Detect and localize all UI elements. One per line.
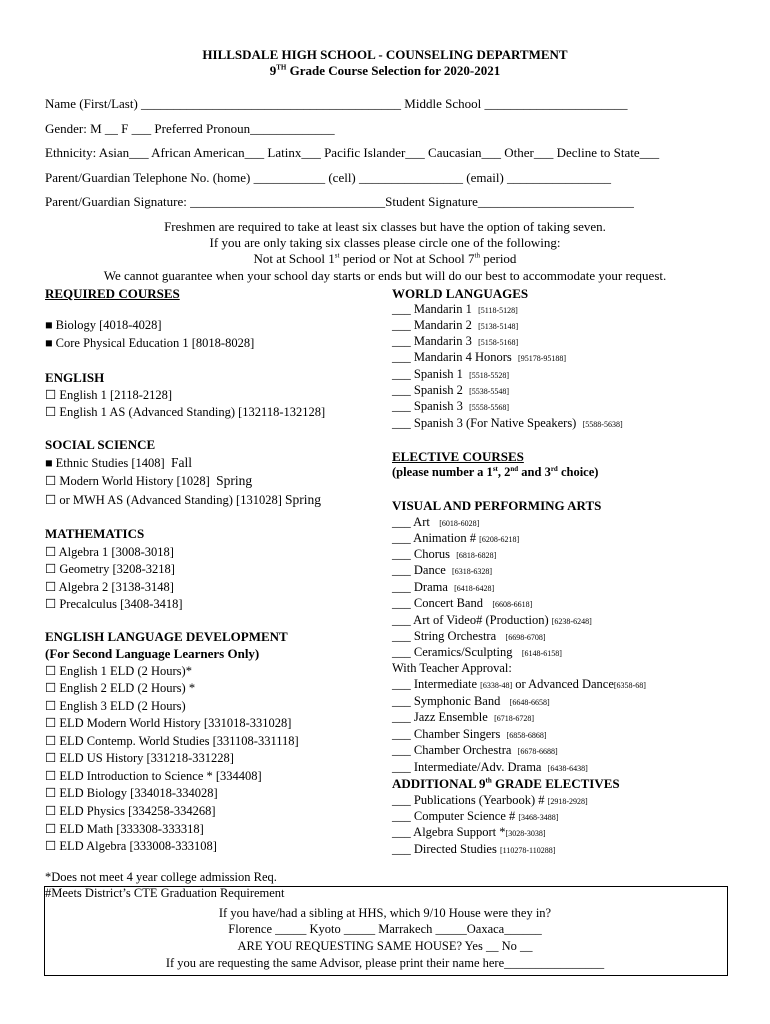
sup-th: th: [474, 251, 480, 260]
vapa-approval-code: [6678-6688]: [517, 747, 558, 756]
additional-item[interactable]: [392, 793, 588, 808]
vapa-name[interactable]: ___ Art of Video# (Production): [392, 613, 549, 627]
additional-item[interactable]: [392, 825, 546, 840]
world-item[interactable]: [392, 399, 509, 414]
world-code: [5158-5168]: [478, 338, 519, 347]
vapa-item[interactable]: [392, 515, 479, 530]
elective-sub-b: , 2: [497, 465, 511, 479]
world-name[interactable]: ___ Mandarin 2: [392, 318, 472, 332]
english-heading: ENGLISH: [45, 370, 105, 385]
vapa-code: [6608-6618]: [492, 600, 533, 609]
world-name[interactable]: ___ Mandarin 1: [392, 302, 472, 316]
english-item-1[interactable]: ☐ English 1 [2118-2128]: [45, 388, 173, 402]
vapa-name[interactable]: ___ Concert Band: [392, 596, 483, 610]
required-item-biology: ■ Biology [4018-4028]: [45, 318, 162, 332]
social-ethnic-label: ■ Ethnic Studies [1408]: [45, 456, 165, 470]
eld-item[interactable]: ☐ ELD Contemp. World Studies [331108-331118]: [45, 734, 299, 748]
social-mwh-as-label[interactable]: ☐ or MWH AS (Advanced Standing) [131028]: [45, 493, 282, 507]
eld-item[interactable]: ☐ English 3 ELD (2 Hours): [45, 699, 186, 713]
intro-line-3[interactable]: [0, 251, 770, 267]
vapa-item[interactable]: [392, 629, 546, 644]
world-code: [95178-95188]: [518, 354, 567, 363]
vapa-name[interactable]: ___ String Orchestra: [392, 629, 497, 643]
eld-heading: ENGLISH LANGUAGE DEVELOPMENT: [45, 629, 288, 644]
world-item[interactable]: [392, 302, 518, 317]
additional-item[interactable]: [392, 809, 558, 824]
world-item[interactable]: [392, 318, 518, 333]
additional-heading: [392, 776, 620, 792]
vapa-approval-code: [6338-48]: [480, 681, 513, 690]
world-name[interactable]: ___ Mandarin 4 Honors: [392, 350, 512, 364]
vapa-item[interactable]: [392, 531, 519, 546]
vapa-approval-item[interactable]: [392, 677, 646, 692]
vapa-name[interactable]: ___ Art: [392, 515, 430, 529]
elective-subheading: [392, 465, 598, 480]
vapa-item[interactable]: [392, 563, 492, 578]
additional-code: [3468-3488]: [518, 813, 559, 822]
vapa-item[interactable]: [392, 596, 532, 611]
world-code: [5558-5568]: [469, 403, 510, 412]
vapa-item[interactable]: [392, 547, 496, 562]
world-code: [5518-5528]: [469, 371, 510, 380]
page-subtitle: [0, 63, 770, 79]
world-code: [5118-5128]: [478, 306, 518, 315]
world-heading: WORLD LANGUAGES: [392, 286, 529, 301]
social-heading: SOCIAL SCIENCE: [45, 437, 156, 452]
math-heading: MATHEMATICS: [45, 526, 145, 541]
additional-heading-b: GRADE ELECTIVES: [491, 776, 620, 791]
vapa-code: [6208-6218]: [479, 535, 520, 544]
footnote-college: *Does not meet 4 year college admission Req.: [45, 870, 277, 884]
ethnicity-field-line[interactable]: Ethnicity: Asian___ African American___ Latinx___ Pacific Islander___ Caucasian___ Other___ Decline to State___: [45, 145, 660, 160]
sup-st: st: [334, 251, 340, 260]
world-name[interactable]: ___ Spanish 3: [392, 399, 463, 413]
vapa-code: [6418-6428]: [454, 584, 495, 593]
additional-name[interactable]: ___ Computer Science #: [392, 809, 516, 823]
social-item-ethnic: [45, 455, 192, 471]
footnote-cte: #Meets District’s CTE Graduation Requirement: [45, 886, 285, 900]
vapa-code: [6238-6248]: [551, 617, 592, 626]
additional-item[interactable]: [392, 842, 555, 857]
world-name[interactable]: ___ Spanish 1: [392, 367, 463, 381]
world-item[interactable]: [392, 383, 509, 398]
vapa-code: [6148-6158]: [521, 649, 562, 658]
additional-code: [3028-3038]: [505, 829, 546, 838]
math-item-precalc[interactable]: ☐ Precalculus [3408-3418]: [45, 597, 183, 611]
eld-item[interactable]: ☐ English 1 ELD (2 Hours)*: [45, 664, 192, 678]
eld-item[interactable]: ☐ ELD Modern World History [331018-331028]: [45, 716, 292, 730]
sup-st: st: [492, 464, 498, 473]
additional-name[interactable]: ___ Publications (Yearbook) #: [392, 793, 545, 807]
vapa-approval-name[interactable]: ___ Intermediate/Adv. Drama: [392, 760, 542, 774]
vapa-approval-item[interactable]: [392, 727, 547, 742]
world-code: [5588-5638]: [582, 420, 623, 429]
required-heading: REQUIRED COURSES: [45, 286, 180, 301]
intro-line-4: We cannot guarantee when your school day starts or ends but will do our best to accommodate your request.: [103, 268, 667, 283]
vapa-approval-item[interactable]: [392, 760, 588, 775]
world-name[interactable]: ___ Spanish 3 (For Native Speakers): [392, 416, 577, 430]
vapa-code: [6698-6708]: [505, 633, 546, 642]
vapa-approval-code2: [6358-68]: [613, 681, 646, 690]
vapa-approval-code: [6858-6868]: [506, 731, 547, 740]
intro-line-2: If you are only taking six classes please circle one of the following:: [209, 235, 561, 250]
vapa-approval-code: [6438-6438]: [547, 764, 588, 773]
vapa-approval-code: [6648-6658]: [509, 698, 550, 707]
eld-item[interactable]: ☐ English 2 ELD (2 Hours) *: [45, 681, 196, 695]
vapa-name[interactable]: ___ Animation #: [392, 531, 477, 545]
world-item[interactable]: [392, 367, 509, 382]
sup-th: th: [485, 776, 492, 785]
subtitle-text: Grade Course Selection for 2020-2021: [286, 63, 501, 78]
house-options[interactable]: Florence _____ Kyoto _____ Marrakech _____Oaxaca______: [228, 922, 542, 936]
vapa-item[interactable]: [392, 645, 562, 660]
additional-name[interactable]: ___ Algebra Support *: [392, 825, 506, 839]
required-item-pe: ■ Core Physical Education 1 [8018-8028]: [45, 336, 255, 350]
vapa-item[interactable]: [392, 613, 592, 628]
intro-line-1: Freshmen are required to take at least six classes but have the option of taking seven.: [164, 219, 606, 234]
math-item-algebra1[interactable]: ☐ Algebra 1 [3008-3018]: [45, 545, 174, 559]
eld-subheading: (For Second Language Learners Only): [45, 646, 260, 661]
additional-code: [2918-2928]: [547, 797, 588, 806]
vapa-heading: VISUAL AND PERFORMING ARTS: [392, 498, 602, 513]
additional-name[interactable]: ___ Directed Studies: [392, 842, 497, 856]
elective-sub-a: (please number a 1: [392, 465, 493, 479]
vapa-approval-extra[interactable]: or Advanced Dance: [512, 677, 614, 691]
vapa-approval-label: With Teacher Approval:: [392, 661, 512, 675]
social-mwh-label[interactable]: ☐ Modern World History [1028]: [45, 474, 210, 488]
english-item-1as[interactable]: ☐ English 1 AS (Advanced Standing) [132118-132128]: [45, 405, 326, 419]
vapa-code: [6018-6028]: [439, 519, 480, 528]
eld-item[interactable]: ☐ ELD US History [331218-331228]: [45, 751, 234, 765]
vapa-approval-name[interactable]: ___ Intermediate: [392, 677, 478, 691]
elective-heading: ELECTIVE COURSES: [392, 449, 524, 464]
vapa-approval-name[interactable]: ___ Chamber Orchestra: [392, 743, 512, 757]
house-line-1: If you have/had a sibling at HHS, which 9/10 House were they in?: [218, 906, 552, 920]
vapa-name[interactable]: ___ Chorus: [392, 547, 450, 561]
vapa-name[interactable]: ___ Ceramics/Sculpting: [392, 645, 513, 659]
additional-code: [110278-110288]: [499, 846, 556, 855]
world-item[interactable]: [392, 350, 566, 365]
vapa-code: [6818-6828]: [456, 551, 497, 560]
sup-nd: nd: [510, 464, 519, 473]
world-name[interactable]: ___ Mandarin 3: [392, 334, 472, 348]
math-item-algebra2[interactable]: ☐ Algebra 2 [3138-3148]: [45, 580, 174, 594]
vapa-approval-name[interactable]: ___ Jazz Ensemble: [392, 710, 488, 724]
eld-item[interactable]: ☐ ELD Physics [334258-334268]: [45, 804, 216, 818]
page-title: HILLSDALE HIGH SCHOOL - COUNSELING DEPARTMENT: [202, 47, 568, 62]
vapa-name[interactable]: ___ Drama: [392, 580, 448, 594]
social-mwh-as-term: Spring: [285, 492, 322, 507]
elective-sub-c: and 3: [518, 465, 551, 479]
name-field-line[interactable]: Name (First/Last) ________________________________________ Middle School ______________________: [45, 96, 628, 111]
additional-heading-a: ADDITIONAL 9: [392, 776, 486, 791]
vapa-approval-item[interactable]: [392, 710, 534, 725]
same-house-question[interactable]: ARE YOU REQUESTING SAME HOUSE? Yes __ No __: [237, 939, 533, 953]
vapa-approval-code: [6718-6728]: [494, 714, 535, 723]
social-ethnic-term: Fall: [170, 455, 192, 470]
phone-field-line[interactable]: Parent/Guardian Telephone No. (home) ___________ (cell) ________________ (email) ________________: [45, 170, 612, 185]
eld-item[interactable]: ☐ ELD Biology [334018-334028]: [45, 786, 218, 800]
eld-item[interactable]: ☐ ELD Introduction to Science * [334408]: [45, 769, 262, 783]
eld-item[interactable]: ☐ ELD Algebra [333008-333108]: [45, 839, 217, 853]
subtitle-grade: 9: [269, 63, 277, 78]
elective-sub-d: choice): [557, 465, 599, 479]
social-item-mwh[interactable]: [45, 473, 252, 489]
period-word: period: [479, 251, 517, 266]
signature-field-line[interactable]: Parent/Guardian Signature: ______________________________Student Signature________________________: [45, 194, 634, 209]
math-item-geometry[interactable]: ☐ Geometry [3208-3218]: [45, 562, 175, 576]
vapa-approval-name[interactable]: ___ Symphonic Band: [392, 694, 501, 708]
social-item-mwh-as[interactable]: [45, 492, 321, 508]
eld-item[interactable]: ☐ ELD Math [333308-333318]: [45, 822, 204, 836]
world-code: [5138-5148]: [478, 322, 519, 331]
period-option-7[interactable]: period or Not at School 7: [339, 251, 475, 266]
world-name[interactable]: ___ Spanish 2: [392, 383, 463, 397]
vapa-approval-item[interactable]: [392, 743, 558, 758]
social-mwh-term: Spring: [216, 473, 253, 488]
vapa-item[interactable]: [392, 580, 494, 595]
subtitle-sup: TH: [276, 63, 287, 72]
sup-rd: rd: [550, 464, 558, 473]
gender-field-line[interactable]: Gender: M __ F ___ Preferred Pronoun_____________: [45, 121, 335, 136]
vapa-name[interactable]: ___ Dance: [392, 563, 446, 577]
advisor-name-line[interactable]: If you are requesting the same Advisor, please print their name here________________: [165, 956, 605, 970]
vapa-approval-item[interactable]: [392, 694, 550, 709]
world-code: [5538-5548]: [469, 387, 510, 396]
vapa-code: [6318-6328]: [452, 567, 493, 576]
period-option-1[interactable]: Not at School 1: [253, 251, 335, 266]
vapa-approval-name[interactable]: ___ Chamber Singers: [392, 727, 501, 741]
world-item[interactable]: [392, 334, 518, 349]
world-item[interactable]: [392, 416, 623, 431]
